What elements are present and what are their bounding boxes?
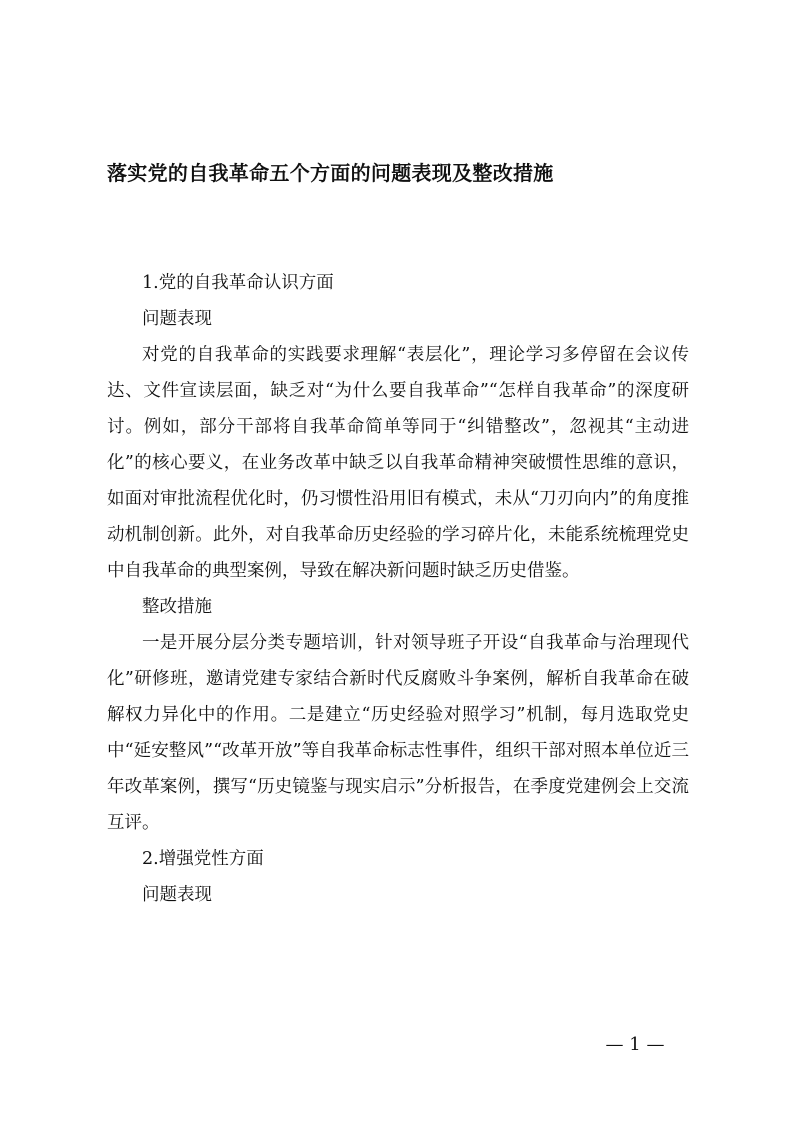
section-2-problem-label: 问题表现 (142, 885, 212, 905)
page-number: — 1 — (605, 1034, 665, 1055)
section-1-measures-label: 整改措施 (142, 597, 212, 617)
section-1-measures-text: 一是开展分层分类专题培训，针对领导班子开设“自我革命与治理现代化”研修班，邀请党建专家结合新时代反腐败斗争案例，解析自我革命在破解权力异化中的作用。二是建立“历史经验对照学习”机制，每月选取党史中“延安整风”“改革开放”等自我革命标志性事件，组织干部对照本单位近三年改革案例，撰写“历史镜鉴与现实启示”分析报告，在季度党建例会上交流互评。 (107, 633, 689, 833)
section-1-heading: 1.党的自我革命认识方面 (142, 273, 334, 293)
document-title: 落实党的自我革命五个方面的问题表现及整改措施 (107, 161, 554, 185)
document-body (107, 265, 689, 913)
section-1-problem-label: 问题表现 (142, 309, 212, 329)
section-1-problem-text: 对党的自我革命的实践要求理解“表层化”，理论学习多停留在会议传达、文件宣读层面，缺乏对“为什么要自我革命”“怎样自我革命”的深度研讨。例如，部分干部将自我革命简单等同于“纠错整改”，忽视其“主动进化”的核心要义，在业务改革中缺乏以自我革命精神突破惯性思维的意识，如面对审批流程优化时，仍习惯性沿用旧有模式，未从“刀刃向内”的角度推动机制创新。此外，对自我革命历史经验的学习碎片化，未能系统梳理党史中自我革命的典型案例，导致在解决新问题时缺乏历史借鉴。 (107, 345, 689, 581)
section-2-heading: 2.增强党性方面 (142, 849, 264, 869)
